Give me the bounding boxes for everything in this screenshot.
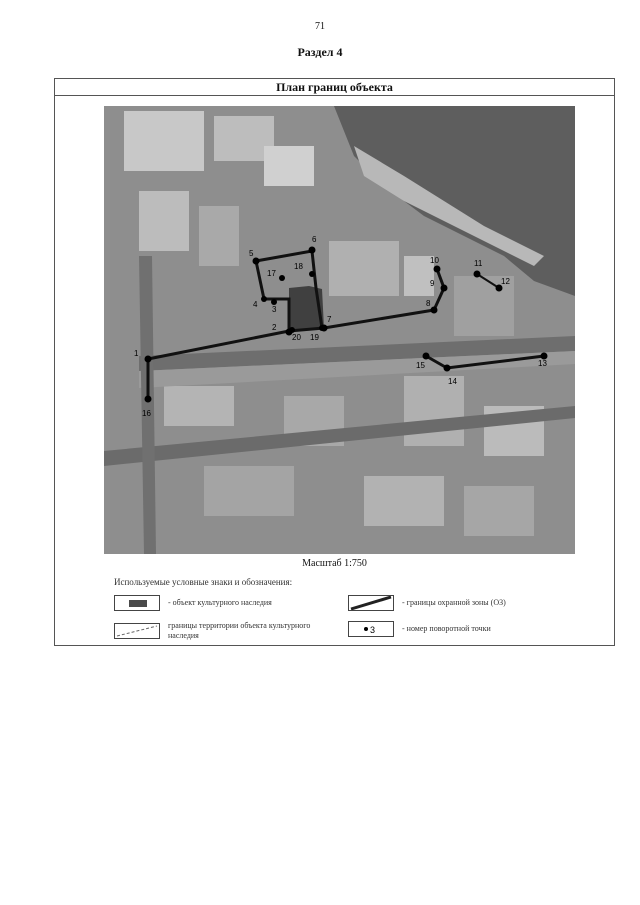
point-label: 8 — [426, 299, 431, 308]
legend-item-heritage-object — [114, 595, 272, 611]
point-label: 7 — [327, 315, 332, 324]
point-label: 19 — [310, 333, 319, 342]
point-label: 17 — [267, 269, 276, 278]
territory-boundary-swatch — [114, 623, 160, 639]
legend-text: - номер поворотной точки — [402, 624, 491, 633]
heritage-object-swatch — [114, 595, 160, 611]
point-label: 20 — [292, 333, 301, 342]
point-label: 14 — [448, 377, 457, 386]
legend-item-turning-point — [348, 621, 491, 637]
point-label: 10 — [430, 256, 439, 265]
point-label: 2 — [272, 323, 277, 332]
point-label: 9 — [430, 279, 435, 288]
plan-title: План границ объекта — [55, 79, 614, 96]
legend-text: границы территории объекта культурного наследия — [168, 621, 311, 640]
point-label: 1 — [134, 349, 139, 358]
protection-zone-swatch — [348, 595, 394, 611]
legend-title: Используемые условные знаки и обозначения: — [114, 577, 293, 587]
legend-item-protection-zone — [348, 595, 506, 611]
legend-item-territory-boundary — [114, 621, 318, 641]
turning-point-sample-number: 3 — [370, 625, 376, 635]
legend-text: - границы охранной зоны (ОЗ) — [402, 598, 506, 607]
point-label: 15 — [416, 361, 425, 370]
point-label: 11 — [474, 259, 483, 268]
legend-text: - объект культурного наследия — [168, 598, 272, 607]
point-label: 13 — [538, 359, 547, 368]
aerial-map — [104, 106, 575, 554]
point-label: 5 — [249, 249, 254, 258]
page-number: 71 — [315, 21, 325, 32]
point-label: 6 — [312, 235, 317, 244]
point-label: 18 — [294, 262, 303, 271]
point-label: 16 — [142, 409, 151, 418]
point-label: 12 — [501, 277, 510, 286]
point-label: 4 — [253, 300, 258, 309]
plan-frame — [54, 78, 615, 646]
section-title: Раздел 4 — [297, 45, 343, 59]
point-label: 3 — [272, 305, 277, 314]
turning-point-swatch — [348, 621, 394, 637]
map-scale: Масштаб 1:750 — [302, 558, 367, 569]
